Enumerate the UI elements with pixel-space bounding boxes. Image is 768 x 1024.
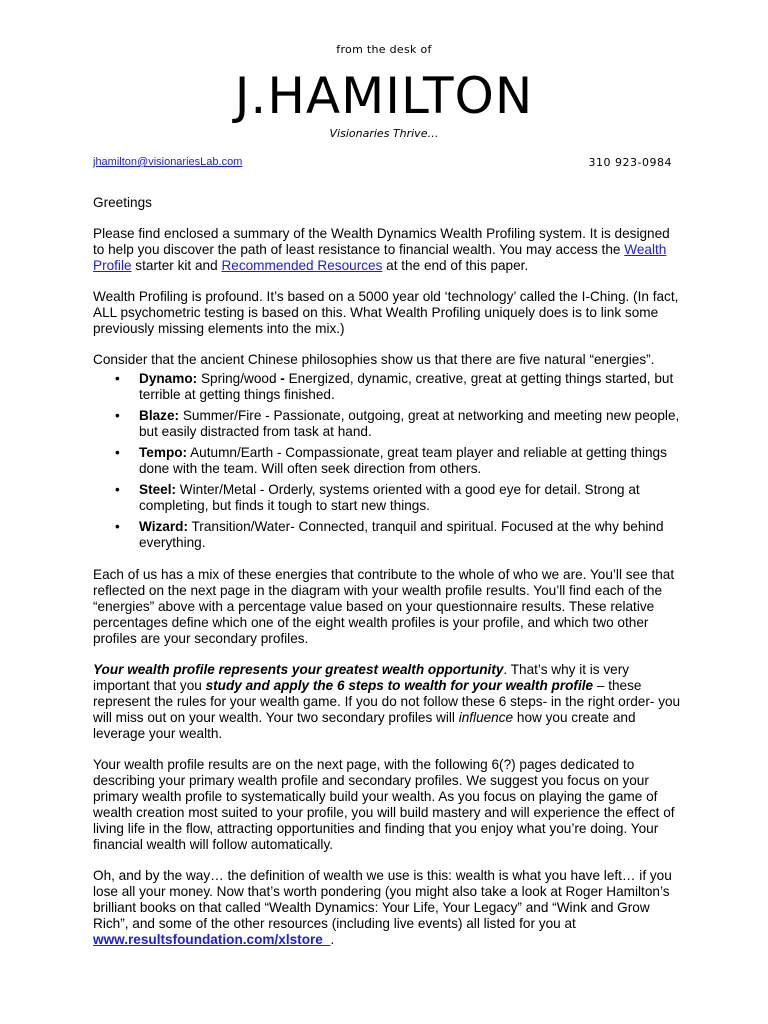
paragraph-text: starter kit and	[131, 258, 222, 273]
email-link[interactable]: jhamilton@visionariesLab.com	[93, 156, 243, 168]
energy-description: - Passionate, outgoing, great at networking and meeting new people, but easily distracted from task at hand.	[139, 408, 680, 439]
bullet-icon: •	[115, 408, 120, 423]
letterhead-name: J.HAMILTON	[234, 67, 534, 125]
energies-list	[93, 371, 683, 551]
paragraph-text: .	[330, 932, 335, 947]
list-item	[115, 371, 683, 403]
energy-description: - Compassionate, great team player and reliable at getting things done with the team. Will often seek direction from others.	[139, 445, 667, 476]
energy-element: Winter/Metal	[176, 482, 260, 497]
energy-name: Steel:	[139, 482, 177, 497]
emphasis-text: study and apply the 6 steps to wealth for your wealth profile	[205, 678, 594, 693]
paragraph-text: Oh, and by the way… the definition of wealth we use is this: wealth is what you have left… if you lose all your money. Now that’s worth pondering (you might also take a look at Roger Hamilton’s brilliant books on that called “Wealth Dynamics: Your Life, Your Legacy” and “Wink and Grow Rich”, and some of the other resources (including live events) all listed for you at	[93, 868, 672, 931]
energy-name: Wizard:	[139, 519, 188, 534]
list-item	[115, 482, 683, 514]
energy-element: Autumn/Earth	[187, 445, 277, 460]
energy-element: Spring/wood	[197, 371, 281, 386]
energy-element: Transition/Water	[187, 519, 291, 534]
paragraph-iching: Wealth Profiling is profound. It’s based on a 5000 year old ‘technology’ called the I-Ching. (In fact, ALL psychometric testing is based on this. What Wealth Profiling uniquely does is to link some previously missing elements into the mix.)	[93, 289, 679, 336]
xlstore-link[interactable]: www.resultsfoundation.com/xlstore	[93, 932, 323, 947]
list-item	[115, 445, 683, 477]
paragraph-text: . That’s why it is very important that you	[93, 662, 630, 693]
bullet-icon: •	[115, 519, 120, 534]
energy-name: Dynamo:	[139, 371, 198, 386]
bullet-icon: •	[115, 445, 120, 460]
from-the-desk-of: from the desk of	[336, 43, 432, 56]
paragraph-text: Please find enclosed a summary of the Wealth Dynamics Wealth Profiling system. It is designed to help you discover the path of least resistance to financial wealth. You may access the	[93, 226, 670, 257]
paragraph-results: Your wealth profile results are on the next page, with the following 6(?) pages dedicated to describing your primary wealth profile and secondary profiles. We suggest you focus on your primary wealth profile to systematically build your wealth. As you focus on playing the game of wealth creation most suited to your profile, you will build mastery and will experience the effect of living life in the flow, attracting opportunities and finding that you enjoy what you’re doing. Your financial wealth will follow automatically.	[93, 757, 675, 852]
list-item	[115, 408, 683, 440]
energy-name: Tempo:	[139, 445, 188, 460]
list-item	[115, 519, 683, 551]
italic-text: influence	[458, 710, 514, 725]
paragraph-text: how you create and leverage your wealth.	[93, 710, 636, 741]
emphasis-text: Your wealth profile represents your greatest wealth opportunity	[93, 662, 504, 677]
bullet-icon: •	[115, 371, 120, 386]
bullet-icon: •	[115, 482, 120, 497]
wealth-profile-link[interactable]: Wealth Profile	[93, 242, 667, 273]
energy-separator: -	[280, 371, 285, 386]
energy-name: Blaze:	[139, 408, 180, 423]
energy-description: - Connected, tranquil and spiritual. Focused at the why behind everything.	[139, 519, 664, 550]
paragraph-intro	[93, 226, 683, 274]
greeting: Greetings	[93, 195, 152, 210]
energy-description: - Orderly, systems oriented with a good eye for detail. Strong at completing, but finds it tough to start new things.	[139, 482, 640, 513]
recommended-resources-link[interactable]: Recommended Resources	[221, 258, 383, 273]
tagline: Visionaries Thrive…	[329, 127, 439, 140]
paragraph-mix: Each of us has a mix of these energies that contribute to the whole of who we are. You’ll see that reflected on the next page in the diagram with your wealth profile results. You’ll find each of the “energies” above with a percentage value based on your questionnaire results. These relative percentages define which one of the eight wealth profiles is your profile, and which two other profiles are your secondary profiles.	[93, 567, 675, 646]
paragraph-text: – these represent the rules for your wealth game. If you do not follow these 6 steps- in the right order- you will miss out on your wealth. Your two secondary profiles will	[93, 678, 681, 725]
letter-body	[93, 195, 683, 963]
energy-element: Summer/Fire	[179, 408, 266, 423]
paragraph-text: at the end of this paper.	[382, 258, 529, 273]
energy-description: Energized, dynamic, creative, great at getting things started, but terrible at getting things finished.	[139, 371, 674, 402]
phone-number: 310 923-0984	[588, 156, 672, 169]
paragraph-energies-intro: Consider that the ancient Chinese philosophies show us that there are five natural “energies”.	[93, 352, 655, 367]
paragraph-opportunity	[93, 662, 683, 742]
paragraph-definition	[93, 868, 683, 948]
